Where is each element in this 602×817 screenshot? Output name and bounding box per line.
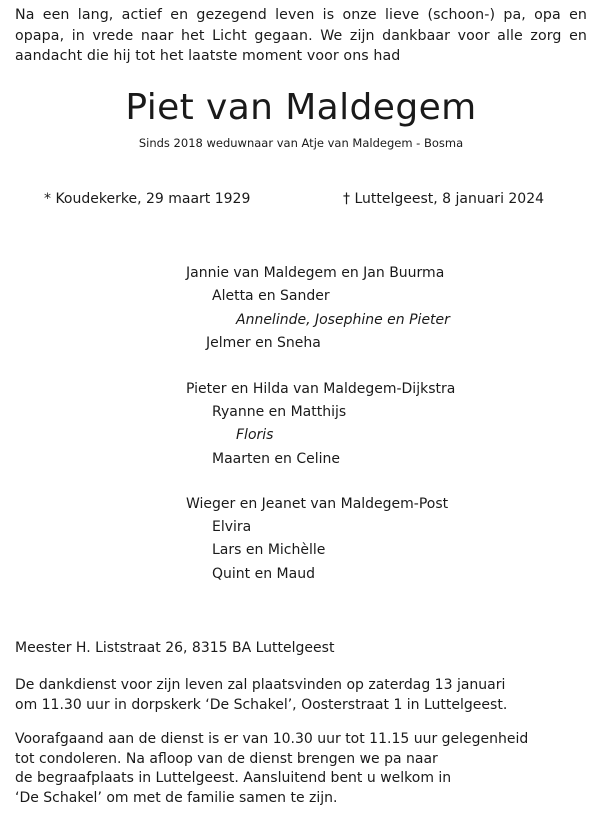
family-child: Quint en Maud xyxy=(212,566,315,582)
family-child: Maarten en Celine xyxy=(212,451,341,467)
widower-note: Sinds 2018 weduwnaar van Atje van Maldegem - Bosma xyxy=(138,136,464,150)
family-child: Lars en Michèlle xyxy=(212,542,326,558)
family-grandchildren: Annelinde, Josephine en Pieter xyxy=(236,312,450,328)
service-line: om 11.30 uur in dorpskerk ‘De Schakel’, Oosterstraat 1 in Luttelgeest. xyxy=(15,696,508,713)
intro-text: Na een lang, actief en gezegend leven is onze lieve (schoon-) pa, opa en opapa, in vrede naar het Licht gegaan. We zijn dankbaar voor alle zorg en aandacht die hij tot het laatste moment voor ons had xyxy=(15,7,587,64)
service-line: De dankdienst voor zijn leven zal plaatsvinden op zaterdag 13 januari xyxy=(15,677,506,693)
family-child: Elvira xyxy=(212,519,252,535)
deceased-name: Piet van Maldegem xyxy=(125,87,477,128)
condolence-line: Voorafgaand aan de dienst is er van 10.30 uur tot 11.15 uur gelegenheid xyxy=(15,731,529,747)
family-parents: Jannie van Maldegem en Jan Buurma xyxy=(186,265,445,281)
condolence-line: ‘De Schakel’ om met de familie samen te zijn. xyxy=(15,789,338,806)
condolence-info xyxy=(15,730,575,808)
family-grandchildren: Floris xyxy=(236,427,274,443)
family-parents: Pieter en Hilda van Maldegem-Dijkstra xyxy=(186,381,456,397)
service-info xyxy=(15,676,575,715)
family-child: Aletta en Sander xyxy=(212,288,330,304)
birth-info: * Koudekerke, 29 maart 1929 xyxy=(44,191,251,207)
family-child: Ryanne en Matthijs xyxy=(212,404,347,420)
family-parents: Wieger en Jeanet van Maldegem-Post xyxy=(186,496,449,512)
family-child: Jelmer en Sneha xyxy=(206,335,321,351)
condolence-line: de begraafplaats in Luttelgeest. Aansluitend bent u welkom in xyxy=(15,770,452,786)
home-address xyxy=(15,639,575,659)
condolence-line: tot condoleren. Na afloop van de dienst brengen we pa naar xyxy=(15,750,438,767)
death-info: † Luttelgeest, 8 januari 2024 xyxy=(343,191,545,207)
address-line: Meester H. Liststraat 26, 8315 BA Luttelgeest xyxy=(15,640,335,656)
